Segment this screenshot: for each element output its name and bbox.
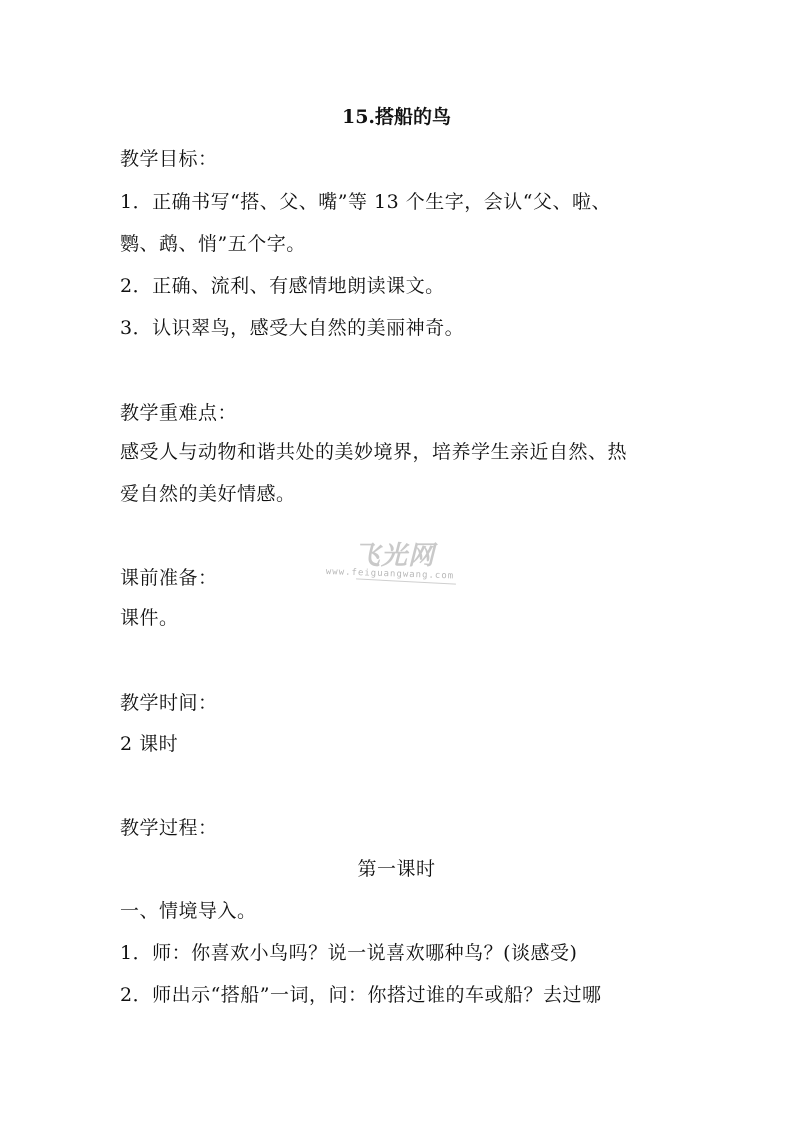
step-1-2: 2．师出示“搭船”一词，问：你搭过谁的车或船？去过哪 — [120, 984, 602, 1006]
goal-1-line-2: 鹦、鹉、悄”五个字。 — [120, 233, 306, 255]
key-points-line-1: 感受人与动物和谐共处的美妙境界，培养学生亲近自然、热 — [120, 441, 628, 463]
prep-heading: 课前准备： — [120, 567, 218, 589]
watermark-url: www.feiguangwang.com — [325, 567, 455, 582]
process-heading: 教学过程： — [120, 817, 218, 839]
key-points-line-2: 爱自然的美好情感。 — [120, 483, 296, 505]
document-title: 15.搭船的鸟 — [341, 106, 452, 128]
goal-2: 2．正确、流利、有感情地朗读课文。 — [120, 275, 445, 297]
time-heading: 教学时间： — [120, 692, 218, 714]
goals-heading: 教学目标： — [120, 148, 218, 170]
goal-3: 3．认识翠鸟，感受大自然的美丽神奇。 — [120, 317, 465, 339]
watermark-logo: 飞光网 — [354, 541, 436, 571]
lesson-1-heading: 第一课时 — [357, 858, 436, 880]
time-text: 2 课时 — [120, 733, 179, 755]
step-1-1: 1．师：你喜欢小鸟吗？说一说喜欢哪种鸟？(谈感受) — [120, 942, 578, 964]
step-1: 一、情境导入。 — [120, 900, 257, 922]
watermark — [326, 535, 466, 595]
prep-text: 课件。 — [120, 607, 179, 629]
goal-1-line-1: 1．正确书写“搭、父、嘴”等 13 个生字，会认“父、啦、 — [120, 191, 611, 213]
key-points-heading: 教学重难点： — [120, 402, 238, 424]
